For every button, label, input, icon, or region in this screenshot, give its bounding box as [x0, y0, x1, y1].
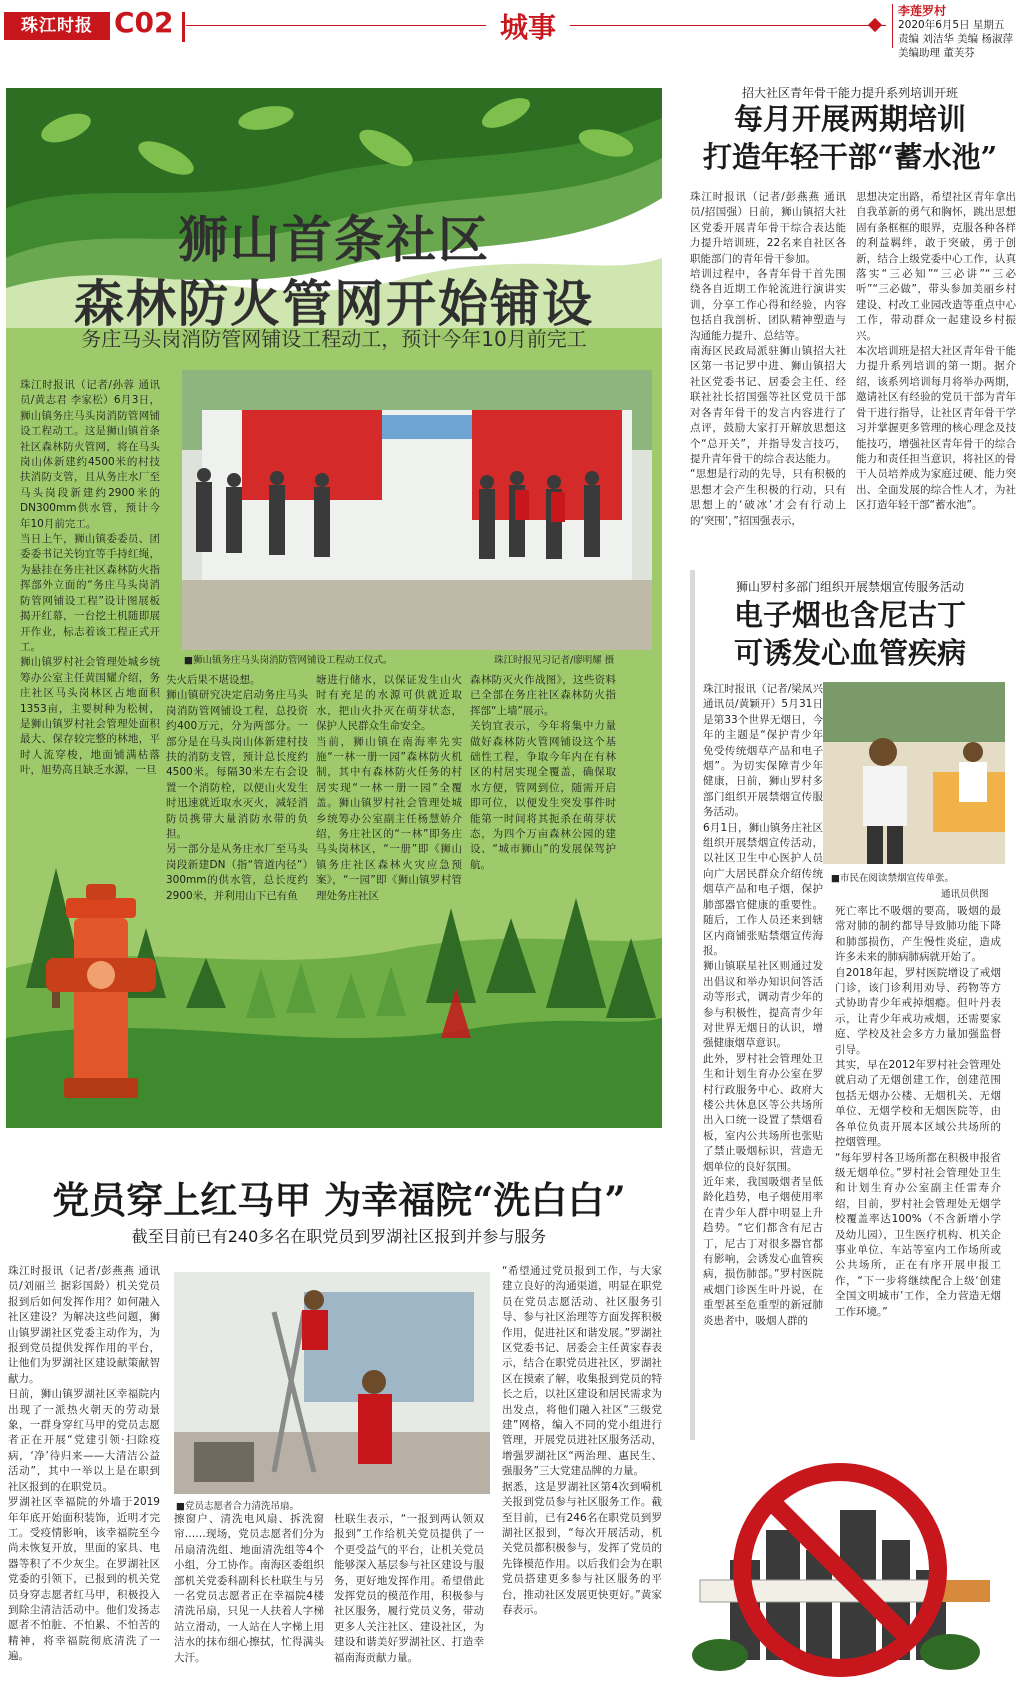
training-title-line1: 每月开展两期培训 [733, 102, 966, 136]
divider [892, 4, 893, 48]
assistant-credit: 美编助理 董芙芬 [898, 47, 975, 59]
smoke-photo-caption: ■市民在阅读禁烟宣传单张。 [831, 873, 954, 884]
feature-body-col3: 塘进行储水，以保证发生山火时有充足的水源可供就近取水，把山火扑灭在萌芽状态，保护人民群众生命安全。 当前，狮山镇在南海率先实施“一林一册一园”森林防火机制，其中有森林防火任务的村居实现“一林一册一园”全覆盖。狮山镇罗村社会管理处城乡统筹办公室副主任杨慧娇介绍，务庄社区的“一林”即务庄马头岗林区，“一册”即《狮山镇务庄社区森林火灾应急预案》，“一园”即《狮山镇罗村管理处务庄社区 [316, 674, 462, 902]
divider [182, 12, 185, 42]
photo-credit: 珠江时报见习记者/廖明耀 摄 [494, 655, 615, 666]
training-title [680, 100, 1020, 176]
training-body-col1: 珠江时报讯（记者/彭燕燕 通讯员/招国强）日前，狮山镇招大社区党委开展青年骨干综合表达能力提升培训班，22名来自社区各职能部门的青年骨干参加。 培训过程中，各青年骨干首先围绕各自近期工作轮流进行演讲实训，分享工作心得和经验，内容包括自我剖析、团队精神塑造与沟通能力提升、总结等。 南海区民政局派驻狮山镇招大社区第一书记罗中进、狮山镇招大社区党委书记、居委会主任、经联社社长招国强等社区党员干部对各青年骨干的发言内容进行了点评，鼓励大家打开解放思想这个“总开关”，并指导发言技巧，提升青年骨干的综合表达能力。 “思想是行动的先导，只有积极的思想才会产生积极的行动，只有思想上的‘破冰’才会有行动上的‘突围’，”招国强表示， [690, 191, 846, 527]
smoke-title-line1: 电子烟也含尼古丁 [733, 598, 966, 632]
newspaper-logo: 珠江时报 [4, 12, 110, 40]
page-number: C02 [114, 6, 174, 39]
smoke-title [695, 596, 1005, 672]
ceremony-illustration [182, 370, 652, 650]
volunteer-photo-caption: ■党员志愿者合力清洗吊扇。 [176, 1501, 299, 1512]
ceremony-photo [182, 370, 652, 650]
header-diamond [868, 18, 882, 32]
feature-title-line1: 狮山首条社区 [178, 210, 490, 269]
photo-caption: ■狮山镇务庄马头岗消防管网铺设工程动工仪式。 [184, 655, 393, 666]
smoke-photo-credit: 通讯员供图 [941, 889, 989, 900]
training-title-line2: 打造年轻干部“蓄水池” [702, 140, 998, 174]
feature-body-col4: 森林防灭火作战图》，这些资料已全部在务庄社区森林防火指挥部“上墙”展示。 关钧宜表示，今年将集中力量做好森林防火管网铺设这个基础性工程，争取今年内在有林区的村居实现全覆盖，确保取水方便，管网到位，随需开启即可位，以便发生突发事件时能第一时间将其扼杀在萌芽状态，为四个万亩森林公园的建设、“城市狮山”的发展保驾护航。 [470, 674, 616, 871]
smoke-body-col1: 珠江时报讯（记者/梁凤兴 通讯员/黄颖开）5月31日是第33个世界无烟日，今年的主题是“保护青少年免受传统烟草产品和电子烟”。为切实保障青少年健康，日前，狮山罗村多部门组织开展禁烟宣传服务活动。 6月1日，狮山镇务庄社区组织开展禁烟宣传活动，以社区卫生中心医护人员向广大居民群众介绍传统烟草产品和电子烟，保护肺部器官健康的重要性。随后，工作人员还来到辖区内商铺张贴禁烟宣传海报。 狮山镇联星社区则通过发出倡议和举办知识问答活动等形式，调动青少年的参与积极性，提高青少年对世界无烟日的认识，增强健康烟草意识。 此外，罗村社会管理处卫生和计划生育办公室在罗村行政服务中心、政府大楼公共休息区等公共场所出入口统一设置了禁烟看板，室内公共场所也张贴了禁止吸烟标识，营造无烟单位的良好氛围。 近年来，我国吸烟者呈低龄化趋势，电子烟使用率在青少年人群中明显上升趋势。“它们都含有尼古丁，尼古丁对很多器官都有影响，会诱发心血管疾病，损伤肺部。”罗村医院戒烟门诊医生叶丹说，在重型甚至危重型的新冠肺炎患者中，吸烟人群的 [703, 683, 823, 1327]
volunteer-illustration [174, 1272, 490, 1494]
section-title: 城事 [486, 6, 570, 46]
smoke-photo [823, 682, 1005, 864]
forest-scenery [6, 788, 662, 1128]
brand-label: 李莲罗村 [898, 4, 947, 18]
smoke-body-col2: 死亡率比不吸烟的要高，吸烟的最常对肺的制约都导导致肺功能下降和肺部损伤，产生慢性炎症，造成许多未来的肺病肺病就开始了。 自2018年起，罗村医院增设了戒烟门诊，该门诊利用劝导、药物等方式协助青少年戒掉烟瘾。但叶丹表示，让青少年戒功戒烟，还需要家庭、学校及社会多方力量加强监督引导。 其实，早在2012年罗村社会管理处就启动了无烟创建工作，创建范围包括无烟办公楼、无烟机关、无烟单位、无烟学校和无烟医院等，由各单位负责开展本区域公共场所的控烟管理。 “每年罗村各卫场所都在积极申报省级无烟单位。”罗村社会管理处卫生和计划生育办公室副主任雷寿介绍，目前，罗村社会管理处无烟学校覆盖率达100%（不含新增小学及幼儿园），卫生医疗机构、机关企事业单位、车站等室内工作场所或公共场所，正在有序开展申报工作，“下一步将继续配合上级‘创建全国文明城市’工作，全力营造无烟工作环境。” [835, 905, 1001, 1318]
masthead [0, 0, 1024, 59]
party-body-col4: “希望通过党员报到工作，与大家建立良好的沟通渠道，明显在职党员在党员志愿活动、社区服务引导、参与社区治理等方面发挥积极作用，促进社区和谐发展。”罗湖社区党委书记、居委会主任黄家春表示，结合在职党员进社区，罗湖社区在摸索了解，收集报到党员的特长之后，以社区建设和居民需求为出发点，将他们融入社区“三级党建”网格，编入不同的党小组进行管理，开展党员进社区服务活动，增强罗湖社区“两治理、惠民生、强服务”三大党建品牌的力量。 据悉，这是罗湖社区第4次到嗬机关报到党员参与社区服务工作。截至目前，已有246名在职党员到罗湖社区报到，“每次开展活动，机关党员都积极参与，发挥了党员的先锋模范作用。以后我们会为在职党员搭建更多参与社区服务的平台，推动社区发展更快更好。”黄家春表示。 [502, 1265, 662, 1616]
feature-title [6, 208, 662, 336]
editor-credit: 责编 刘洁华 美编 杨淑萍 [898, 33, 1014, 45]
party-body-col2: 擦窗户、清洗电风扇、拆洗窗帘……现场，党员志愿者们分为吊扇清洗组、地面清洗组等4个小组，分工协作。南海区委组织部机关党委科副科长杜联生与另一名党员志愿者正在幸福院4楼清洗吊扇，只见一人扶着人字梯站立滑动，一人站在人字梯上用洁水的抹布细心擦拭，忙得满头大汗。 [174, 1513, 324, 1664]
feature-subtitle: 务庄马头岗消防管网铺设工程动工，预计今年10月前完工 [81, 327, 587, 351]
smoke-photo-illustration [823, 682, 1005, 864]
feature-body-col2: 失火后果不堪设想。 狮山镇研究决定启动务庄马头岗消防管网铺设工程，总投资约400万元，分为两部分。一部分是在马头岗山体新建村技扶的消防支管，预计总长度约4500米。每隔30米左右会设置一个消防栓，以便山火发生时迅速就近取水灭火，减轻消防员携带大量消防水带的负担。 另一部分是从务庄水厂至马头岗段新建DN（指“管道内径”）300mm的供水管，总长度约2900米，并利用山下已有鱼 [166, 674, 308, 902]
feature-panel [6, 88, 662, 1128]
training-body-col2: 思想决定出路，希望社区青年拿出自我革新的勇气和胸怀，跳出思想固有条框框的眼界，克服各种各样的利益羁绊，敢于突破，勇于创新，结合上级党委中心工作，认真落实“三必知”“三必讲”“三必听”“三必做”，带头参加美丽乡村建设、村改工业园改造等重点中心工作，带动群众一起建设乡村振兴。 本次培训班是招大社区青年骨干能力提升系列培训的第一期。据介绍，该系列培训每月将举办两期，邀请社区有经验的党员干部为青年骨干进行指导，让社区青年骨干学习并掌握更多管理的核心理念及技能技巧，增强社区青年骨干的综合能力和责任担当意识，将社区的骨干人员培养成为家庭过硬、能力突出、全面发展的综合性人才，为社区打造年轻干部“蓄水池”。 [856, 191, 1016, 512]
smoke-kicker: 狮山罗村多部门组织开展禁烟宣传服务活动 [735, 580, 964, 594]
party-subtitle: 截至目前已有240多名在职党员到罗湖社区报到并参与服务 [131, 1227, 547, 1246]
training-kicker: 招大社区青年骨干能力提升系列培训开班 [741, 86, 958, 100]
issue-date: 2020年6月5日 星期五 [898, 19, 1005, 31]
smoke-title-line2: 可诱发心血管疾病 [733, 636, 966, 670]
feature-title-line2: 森林防火管网开始铺设 [74, 274, 594, 333]
volunteer-photo [174, 1272, 490, 1494]
feature-body-col1: 珠江时报讯（记者/孙蓉 通讯员/黄志君 李家松）6月3日，狮山镇务庄马头岗消防管网铺设工程动工。这是狮山镇首条社区森林防火管网，将在马头岗山体新建约4500米的村技扶消防支管，且从务庄水厂至马头岗段新建约2900米的DN300mm供水管，预计今年10月前完工。 当日上午，狮山镇委委员、团委委书记关钧宜等手持红绳，为悬挂在务庄社区森林防火指挥部外立面的“务庄马头岗消防管网铺设工程”设计图展板揭开红幕，一台挖土机随即展开作业，标志着该工程正式开工。 狮山镇罗村社会管理处城乡统筹办公室主任黄国耀介绍，务庄社区马头岗林区占地面积1353亩，主要树种为松树，是狮山镇罗村社会管理处面积最大、保存较完整的林地，平时人流穿梭，地面铺满枯落叶，旭势高且缺乏水源，一旦 [20, 379, 160, 777]
party-title: 党员穿上红马甲 为幸福院“洗白白” [52, 1178, 626, 1222]
party-body-col1: 珠江时报讯（记者/彭燕燕 通讯员/刘丽兰 据彩国龄）机关党员报到后如何发挥作用？如何融入社区建设？为解决这些问题，狮山镇罗湖社区党委主动作为，为报到党员提供发挥作用的平台，让他们为罗湖社区建设献策献智献力。 日前，狮山镇罗湖社区幸福院内出现了一派热火朝天的劳动景象，一群身穿红马甲的党员志愿者正在开展“党建引领·扫除疫病，‘净’待归来——大清洁公益活动”，其中一举以上是在职到社区报到的在职党员。 罗湖社区幸福院的外墙于2019年年底开始面积装饰，近明才完工。受疫情影响，该幸福院至今尚未恢复开放，里面的家具、电器等积了不少灰尘。在罗湖社区党委的引领下，已报到的机关党员身穿志愿者红马甲，积极投入到除尘清洁活动中。他们发扬志愿者不怕脏、不怕累、不怕苦的精神，将幸福院彻底清洗了一遍。 [8, 1265, 160, 1663]
no-smoking-illustration [690, 1440, 1010, 1680]
party-body-col3: 杜联生表示，“一报到两认领双报到”工作给机关党员提供了一个更受益气的平台，让机关党员能够深入基层参与社区建设与服务，更好地发挥作用。希望借此发挥党员的模范作用，积极参与社区服务，履行党员义务，带动更多人关注社区、建设社区，为建设和谐美好罗湖社区、打造幸福南海贡献力量。 [334, 1513, 484, 1664]
issue-info [898, 4, 1022, 60]
